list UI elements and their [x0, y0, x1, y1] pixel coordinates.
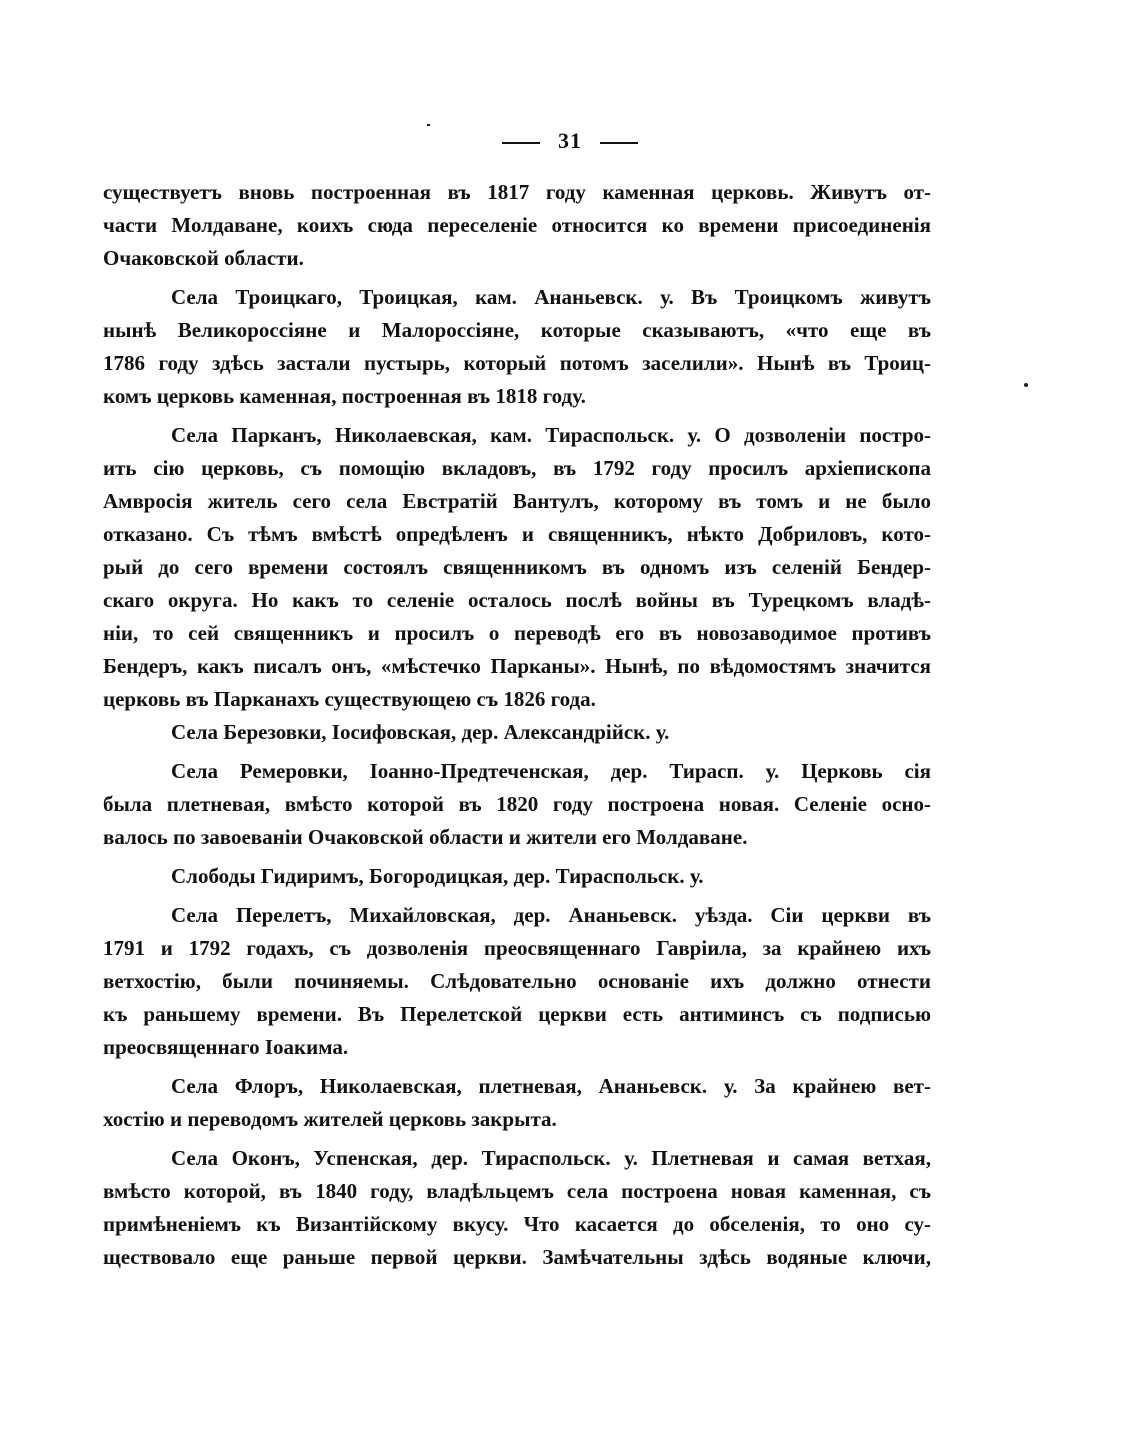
text-line: 1786 году здѣсь застали пустырь, который потомъ заселили». Нынѣ въ Троиц-: [103, 351, 931, 375]
text-line: Села Флоръ, Николаевская, плетневая, Ананьевск. у. За крайнею вет-: [171, 1074, 931, 1098]
text-line: была плетневая, вмѣсто которой въ 1820 году построена новая. Селеніе осно-: [103, 792, 931, 816]
text-line: примѣненіемъ къ Византійскому вкусу. Что касается до обселенія, то оно су-: [103, 1212, 931, 1236]
page-header: [0, 128, 1140, 154]
text-line: ить сію церковь, съ помощію вкладовъ, въ 1792 году просилъ архіепископа: [103, 456, 931, 480]
text-line: къ раньшему времени. Въ Перелетской церкви есть антиминсъ съ подписью: [103, 1002, 931, 1026]
ink-mark: [427, 124, 430, 126]
header-dash-left: [502, 142, 540, 144]
ink-speck: [1024, 383, 1028, 387]
text-line: нынѣ Великороссіяне и Малороссіяне, которые сказываютъ, «что еще въ: [103, 318, 931, 342]
text-line: Села Березовки, Іосифовская, дер. Александрійск. у.: [171, 720, 670, 744]
text-line: Села Ремеровки, Іоанно-Предтеченская, дер. Тирасп. у. Церковь сія: [171, 759, 931, 783]
text-line: ветхостію, были починяемы. Слѣдовательно основаніе ихъ должно отнести: [103, 969, 931, 993]
paragraph: [103, 860, 931, 893]
text-line: 1791 и 1792 годахъ, съ дозволенія преосвященнаго Гавріила, за крайнею ихъ: [103, 936, 931, 960]
text-line: комъ церковь каменная, построенная въ 1818 году.: [103, 384, 586, 408]
text-line: рый до сего времени состоялъ священникомъ въ одномъ изъ селеній Бендер-: [103, 555, 931, 579]
text-line: Амвросія житель сего села Евстратій Вантулъ, которому въ томъ и не было: [103, 489, 931, 513]
text-line: скаго округа. Но какъ то селеніе осталось послѣ войны въ Турецкомъ владѣ-: [103, 588, 931, 612]
text-line: церковь въ Парканахъ существующею съ 1826 года.: [103, 687, 596, 711]
text-line: отказано. Съ тѣмъ вмѣстѣ опредѣленъ и священникъ, нѣкто Добриловъ, кото-: [103, 522, 931, 546]
text-line: Бендеръ, какъ писалъ онъ, «мѣстечко Парканы». Нынѣ, по вѣдомостямъ значится: [103, 654, 931, 678]
text-line: части Молдаване, коихъ сюда переселеніе относится ко времени присоединенія: [103, 213, 931, 237]
paragraph: [103, 281, 931, 413]
header-dash-right: [600, 142, 638, 144]
text-line: ніи, то сей священникъ и просилъ о переводѣ его въ новозаводимое противъ: [103, 621, 931, 645]
paragraph: [103, 716, 931, 749]
paragraph: [103, 1142, 931, 1274]
paragraph: [103, 419, 931, 716]
paragraph: [103, 1070, 931, 1136]
text-line: Села Оконъ, Успенская, дер. Тираспольск. у. Плетневая и самая ветхая,: [171, 1146, 931, 1170]
text-line: Слободы Гидиримъ, Богородицкая, дер. Тираспольск. у.: [171, 864, 704, 888]
paragraph: [103, 176, 931, 275]
text-line: хостію и переводомъ жителей церковь закрыта.: [103, 1107, 557, 1131]
page-number: 31: [558, 128, 582, 153]
text-line: существуетъ вновь построенная въ 1817 году каменная церковь. Живутъ от-: [103, 180, 931, 204]
paragraph: [103, 755, 931, 854]
text-line: ществовало еще раньше первой церкви. Замѣчательны здѣсь водяные ключи,: [103, 1245, 931, 1269]
text-line: Села Парканъ, Николаевская, кам. Тираспольск. у. О дозволеніи постро-: [171, 423, 931, 447]
text-line: преосвященнаго Іоакима.: [103, 1035, 349, 1059]
body-text: [103, 176, 931, 1274]
text-line: валось по завоеваніи Очаковской области и жители его Молдаване.: [103, 825, 748, 849]
text-line: Села Троицкаго, Троицкая, кам. Ананьевск. у. Въ Троицкомъ живутъ: [171, 285, 931, 309]
text-line: Села Перелетъ, Михайловская, дер. Ананьевск. уѣзда. Сіи церкви въ: [171, 903, 931, 927]
text-line: вмѣсто которой, въ 1840 году, владѣльцемъ села построена новая каменная, съ: [103, 1179, 931, 1203]
text-line: Очаковской области.: [103, 246, 304, 270]
paragraph: [103, 899, 931, 1064]
